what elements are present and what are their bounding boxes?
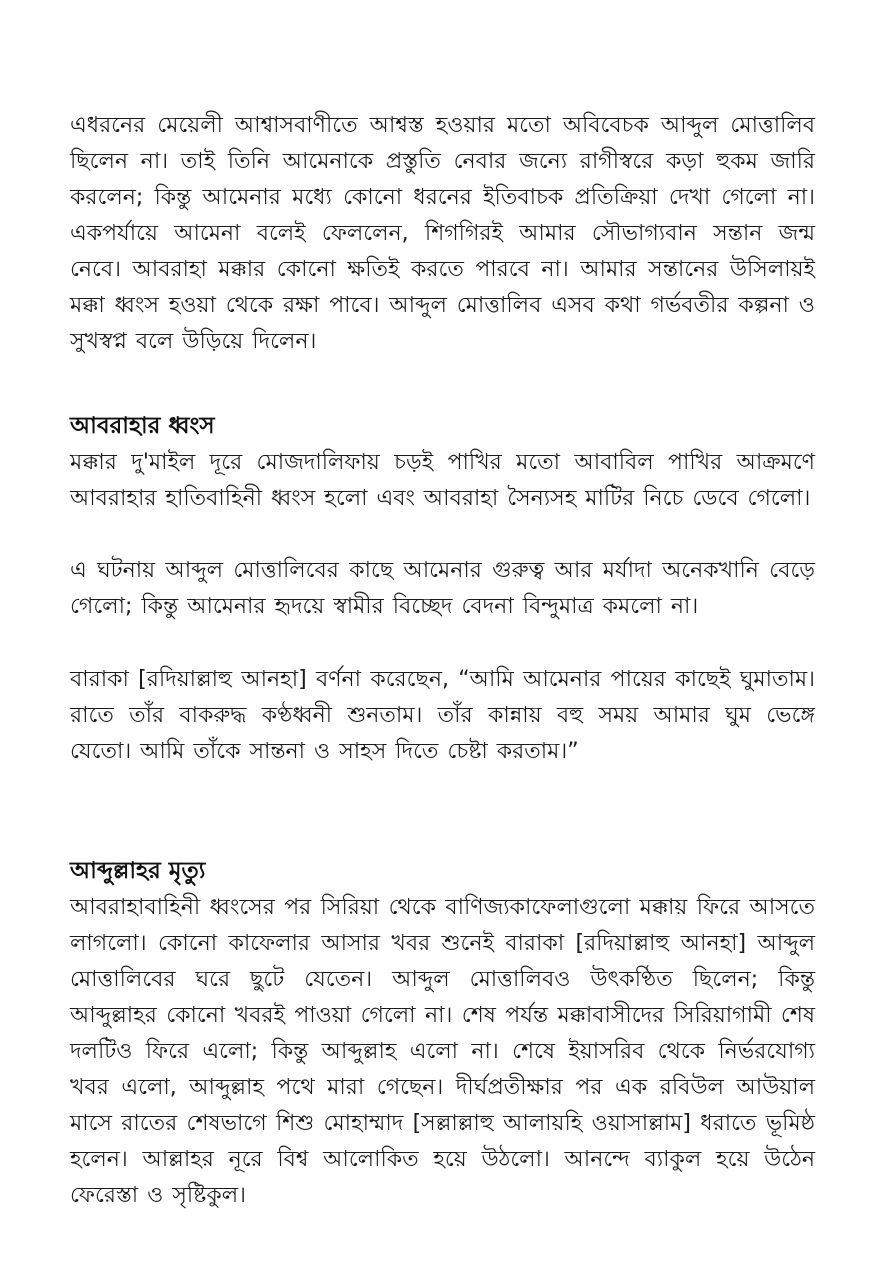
section-heading-abdullah-death: আব্দুল্লাহর মৃত্যু <box>70 858 206 884</box>
paragraph-baraka-quote: বারাকা [রদিয়াল্লাহু আনহা] বর্ণনা করেছেন, “আমি আমেনার পায়ের কাছেই ঘুমাতাম। রাতে তাঁর বাকরুদ্ধ কণ্ঠধ্বনী শুনতাম। তাঁর কান্নায় বহু সময় আমার ঘুম ভেঙ্গে যেতো। আমি তাঁকে সান্তনা ও সাহস দিতে চেষ্টা করতাম।” <box>70 667 815 764</box>
paragraph-abraha-destroyed: মক্কার দু'মাইল দূরে মোজদালিফায় চড়ই পাখির মতো আবাবিল পাখির আক্রমণে আবরাহার হাতিবাহিনী ধ্বংস হলো এবং আবরাহা সৈন্যসহ মাটির নিচে ডেবে গেলো। <box>70 450 815 511</box>
paragraph-amena-importance: এ ঘটনায় আব্দুল মোত্তালিবের কাছে আমেনার গুরুত্ব আর মর্যাদা অনেকখানি বেড়ে গেলো; কিন্তু আমেনার হৃদয়ে স্বামীর বিচ্ছেদ বেদনা বিন্দুমাত্র কমলো না। <box>70 558 815 619</box>
section-heading-abraha-destruction: আবরাহার ধ্বংস <box>70 413 215 439</box>
paragraph-intro: এধরনের মেয়েলী আশ্বাসবাণীতে আশ্বস্ত হওয়ার মতো অবিবেচক আব্দুল মোত্তালিব ছিলেন না। তাই তিনি আমেনাকে প্রস্তুতি নেবার জন্যে রাগীস্বরে কড়া হুকম জারি করলেন; কিন্তু আমেনার মধ্যে কোনো ধরনের ইতিবাচক প্রতিক্রিয়া দেখা গেলো না। একপর্যায়ে আমেনা বলেই ফেললেন, শিগগিরই আমার সৌভাগ্যবান সন্তান জন্ম নেবে। আবরাহা মক্কার কোনো ক্ষতিই করতে পারবে না। আমার সন্তানের উসিলায়ই মক্কা ধ্বংস হওয়া থেকে রক্ষা পাবে। আব্দুল মোত্তালিব এসব কথা গর্ভবতীর কল্পনা ও সুখস্বপ্ন বলে উড়িয়ে দিলেন। <box>70 113 815 354</box>
paragraph-abdullah-death: আবরাহাবাহিনী ধ্বংসের পর সিরিয়া থেকে বাণিজ্যকাফেলাগুলো মক্কায় ফিরে আসতে লাগলো। কোনো কাফেলার আসার খবর শুনেই বারাকা [রদিয়াল্লাহু আনহা] আব্দুল মোত্তালিবের ঘরে ছুটে যেতেন। আব্দুল মোত্তালিবও উৎকণ্ঠিত ছিলেন; কিন্তু আব্দুল্লাহর কোনো খবরই পাওয়া গেলো না। শেষ পর্যন্ত মক্কাবাসীদের সিরিয়াগামী শেষ দলটিও ফিরে এলো; কিন্তু আব্দুল্লাহ এলো না। শেষে ইয়াসরিব থেকে নির্ভরযোগ্য খবর এলো, আব্দুল্লাহ পথে মারা গেছেন। দীর্ঘপ্রতীক্ষার পর এক রবিউল আউয়াল মাসে রাতের শেষভাগে শিশু মোহাম্মাদ [সল্লাল্লাহু আলায়হি ওয়াসাল্লাম] ধরাতে ভূমিষ্ঠ হলেন। আল্লাহর নূরে বিশ্ব আলোকিত হয়ে উঠলো। আনন্দে ব্যাকুল হয়ে উঠেন ফেরেস্তা ও সৃষ্টিকুল। <box>70 895 815 1208</box>
